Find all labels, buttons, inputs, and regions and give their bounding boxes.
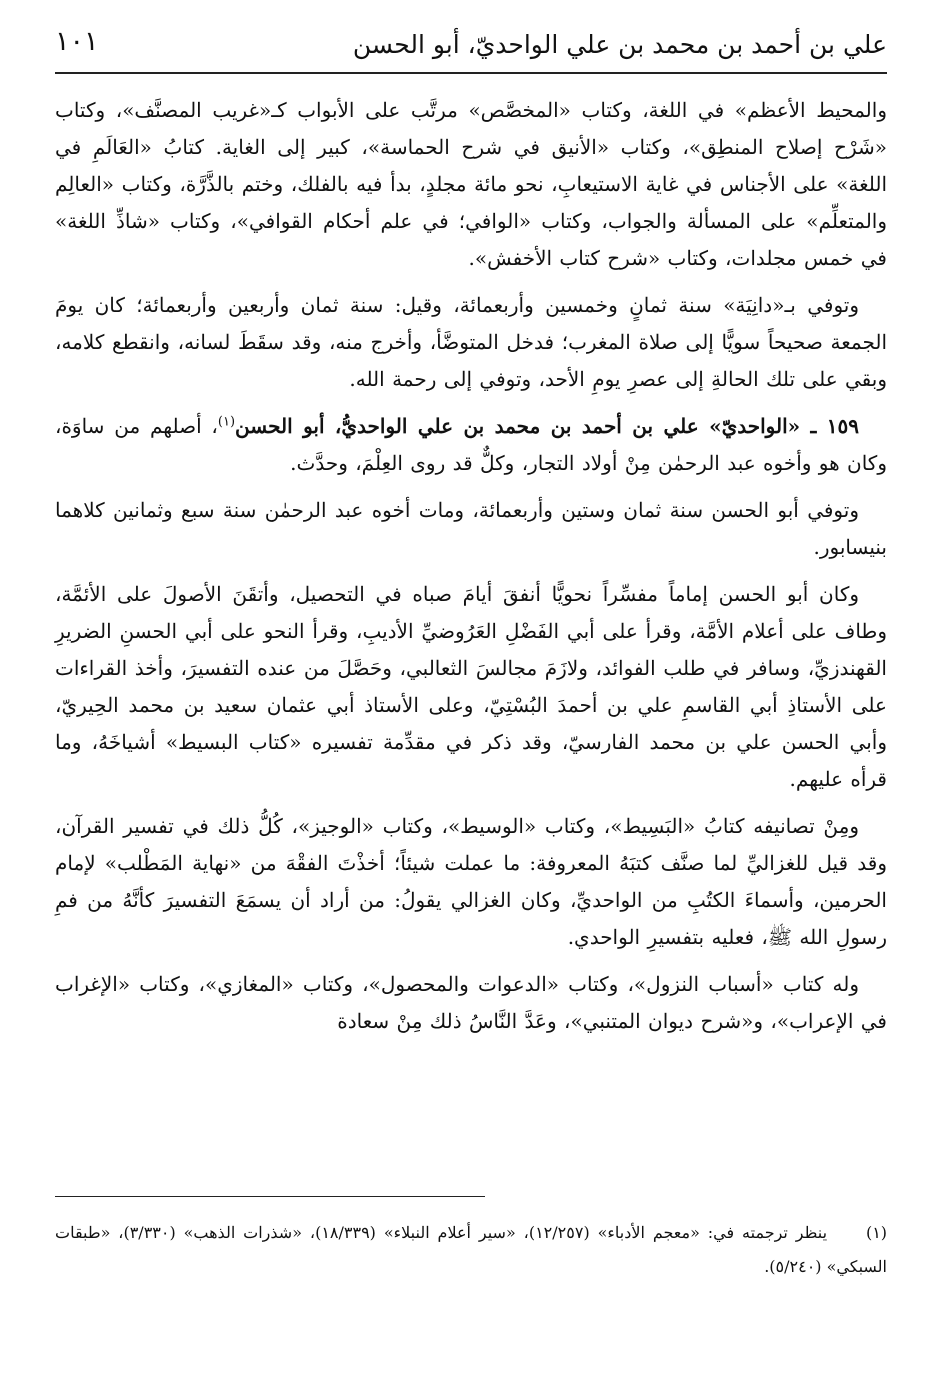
footnotes [55, 1216, 887, 1284]
paragraph: وكان أبو الحسن إماماً مفسِّراً نحويًّا أنفقَ أيامَ صباه في التحصيل، وأتقَنَ الأصولَ على الأئمَّة، وطاف على أعلام الأمَّة، وقرأ على أبي الفَضْلِ العَرُوضيِّ الأديبِ، وقرأ النحو على أبي الحسنِ الضريرِ القهندزيِّ، وسافر في طلب الفوائد، ولازَمَ مجالسَ الثعالبي، وحَصَّلَ من عنده التفسيرَ، وأخذ القراءات على الأستاذِ أبي القاسمِ علي بن أحمدَ البُسْتِيّ، وعلى الأستاذ أبي عثمان سعيد بن محمد الحِيريّ، وأبي الحسن علي بن محمد الفارسيّ، وقد ذكر في مقدِّمة تفسيره «كتاب البسيط» أشياخَهُ، وما قرأه عليهم. [55, 582, 887, 791]
paragraph: وتوفي بـ«دانِيَة» سنة ثمانٍ وخمسين وأربعمائة، وقيل: سنة ثمان وأربعين وأربعمائة؛ كان يومَ الجمعة صحيحاً سويًّا إلى صلاة المغرب؛ فدخل المتوضَّأ، وأخرج منه، وقد سقَطَ لسانه، وانقطع كلامه، وبقي على تلك الحالةِ إلى عصرِ يومِ الأحد، وتوفي إلى رحمة الله. [55, 293, 888, 391]
page-header [55, 22, 887, 74]
header-divider [55, 72, 887, 74]
page-number: ١٠١ [55, 26, 99, 57]
footnote-marker: (١) [865, 1223, 888, 1242]
biography-entry [55, 408, 887, 482]
running-title: علي بن أحمد بن محمد بن علي الواحديّ، أبو الحسن [352, 30, 887, 59]
entry-text: ، أصلهم من ساوَة، وكان هو وأخوه عبد الرحمٰن مِنْ أولاد التجار، وكلٌّ قد روى العِلْمَ، وحدَّث. [55, 414, 887, 475]
paragraph: والمحيط الأعظم» في اللغة، وكتاب «المخصَّص» مرتَّب على الأبواب كـ«غريب المصنَّف»، وكتاب «شَرْح إصلاح المنطِق»، وكتاب «الأنيق في شرح الحماسة»، كبير إلى الغاية. كتابُ «العَالَمِ في اللغة» على الأجناس في غاية الاستيعابِ، نحو مائة مجلدٍ، بدأ فيه بالفلك، وختم بالذَّرَّة، وكتاب «العالِم والمتعلِّم» على المسألة والجواب، وكتاب «الوافي؛ في علم أحكام القوافي»، وكتاب «شاذِّ اللغة» في خمس مجلدات، وكتاب «شرح كتاب الأخفش». [55, 98, 887, 270]
paragraph: ومِنْ تصانيفه كتابُ «البَسِيط»، وكتاب «الوسيط»، وكتاب «الوجيز»، كُلُّ ذلك في تفسير القرآن، وقد قيل للغزاليِّ لما صنَّف كتبَهُ المعروفة: ما عملت شيئاً؛ أخذْتَ الفقْهَ من «نهاية المَطْلب» لإمام الحرمين، وأسماءَ الكتُبِ من الواحديِّ، وكان الغزالي يقولُ: من أراد أن يسمَعَ التفسيرَ كأنَّهُ من فمِ رسولِ الله ﷺ، فعليه بتفسيرِ الواحدي. [55, 814, 887, 949]
footnote-divider [55, 1196, 485, 1197]
paragraph: وتوفي أبو الحسن سنة ثمان وستين وأربعمائة، ومات أخوه عبد الرحمٰن سنة سبع وثمانين كلاهما بنيسابور. [55, 498, 887, 559]
entry-heading: ١٥٩ ـ «الواحديّ» علي بن أحمد بن محمد بن علي الواحديُّ، أبو الحسن [235, 414, 860, 438]
main-text [55, 92, 887, 1050]
footnote-text: ينظر ترجمته في: «معجم الأدباء» (١٢/٢٥٧)، «سير أعلام النبلاء» (١٨/٣٣٩)، «شذرات الذهب» (٣/٣٣٠)، «طبقات السبكي» (٥/٢٤٠). [55, 1223, 887, 1276]
footnote-reference: (١) [217, 414, 236, 430]
paragraph: وله كتاب «أسباب النزول»، وكتاب «الدعوات والمحصول»، وكتاب «المغازي»، وكتاب «الإغراب في الإعراب»، و«شرح ديوان المتنبي»، وعَدَّ النَّاسُ ذلك مِنْ سعادة [55, 972, 887, 1033]
